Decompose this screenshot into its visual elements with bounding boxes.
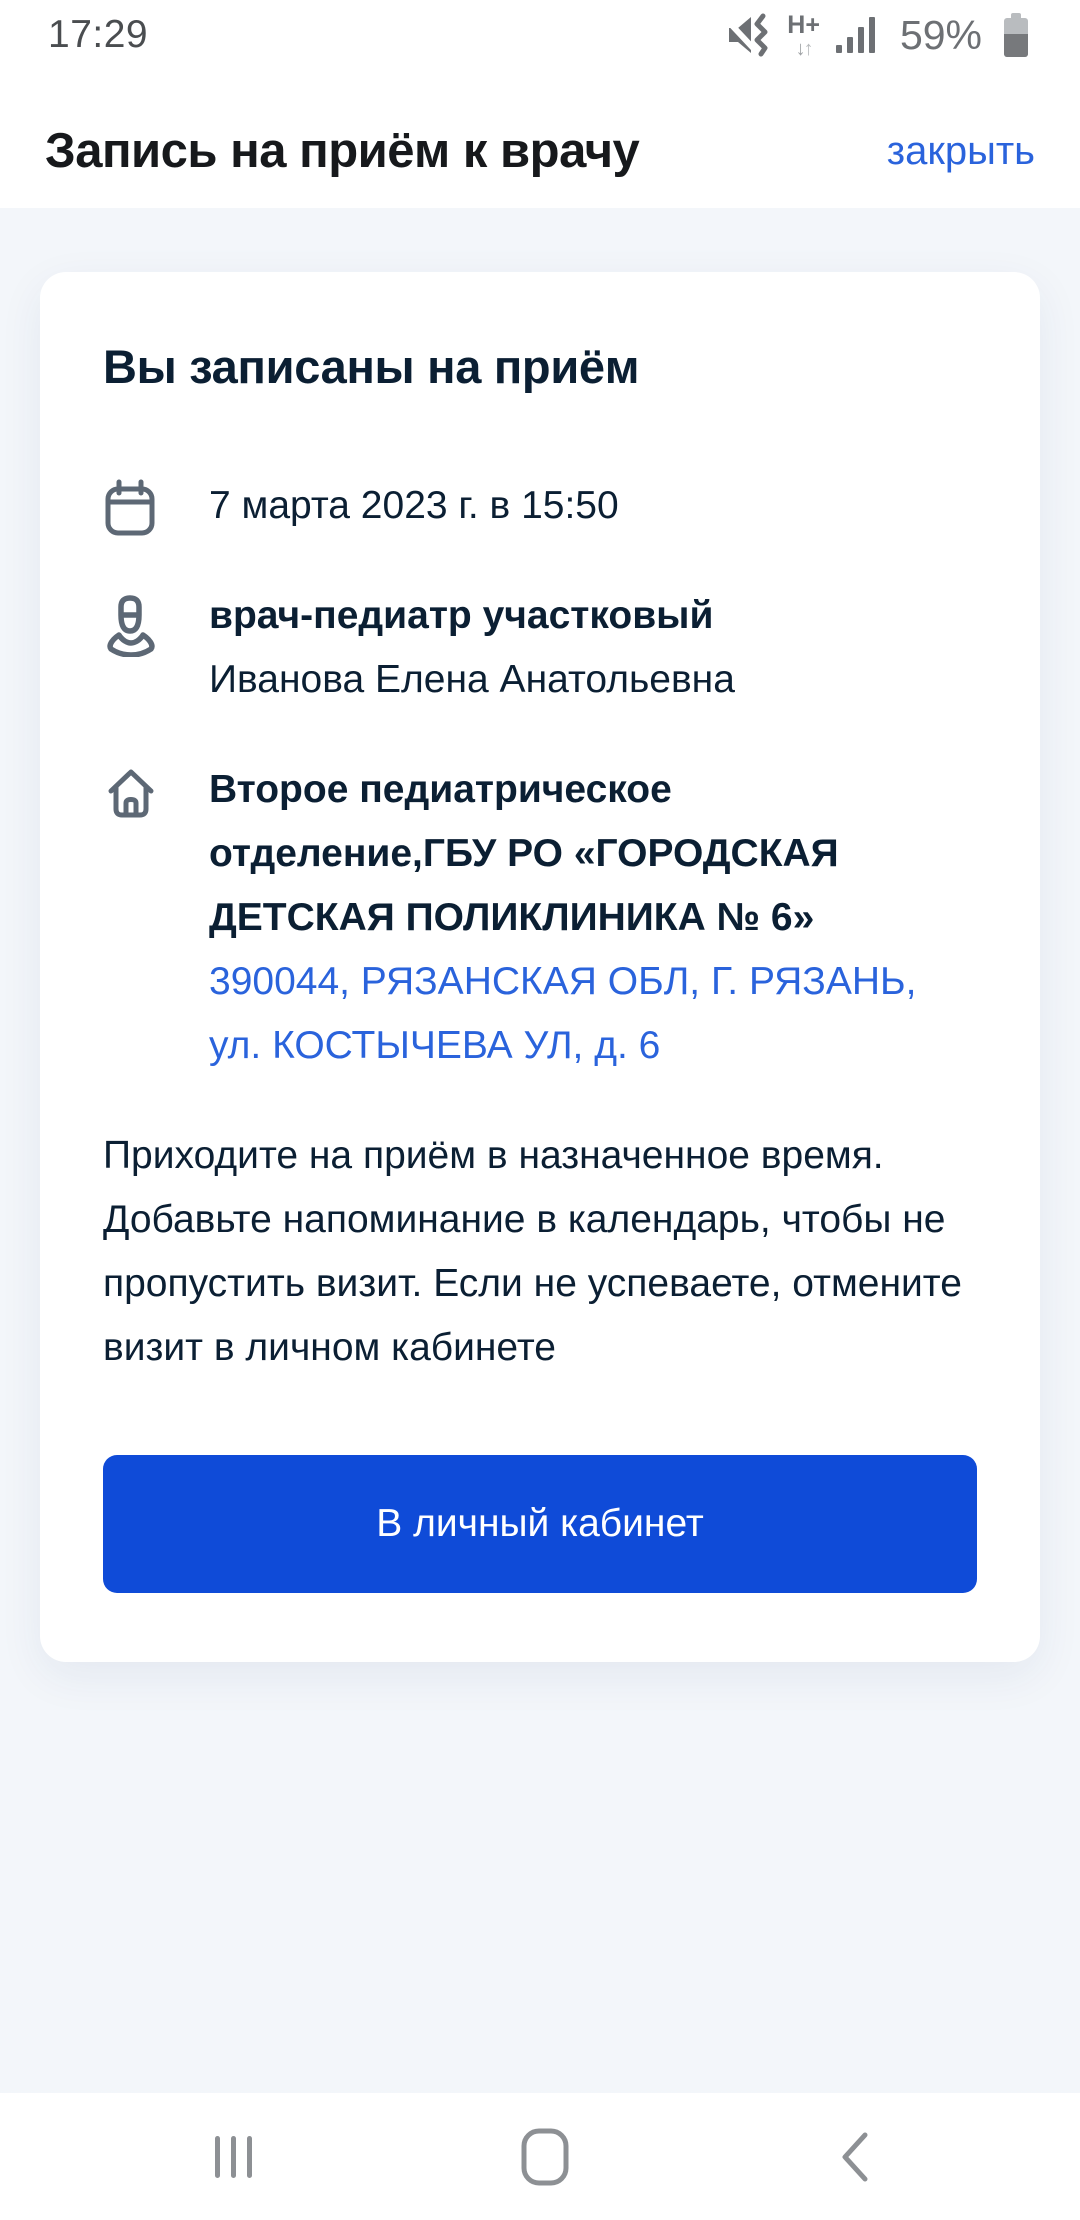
status-icons <box>721 10 1028 60</box>
battery-icon <box>1004 13 1028 57</box>
status-time: 17:29 <box>48 13 149 56</box>
android-nav-bar <box>0 2093 1080 2220</box>
network-type-icon: H+ ↓↑ <box>787 11 820 60</box>
top-bar <box>0 0 1080 208</box>
doctor-specialty: врач-педиатр участковый <box>209 594 714 637</box>
header <box>0 96 1080 206</box>
home-nav-icon <box>521 2128 569 2186</box>
home-icon <box>103 758 209 1078</box>
clinic-address-link[interactable]: 390044, РЯЗАНСКАЯ ОБЛ, Г. РЯЗАНЬ, ул. КОСТЫЧЕВА УЛ, д. 6 <box>209 960 917 1067</box>
doctor-icon <box>103 584 209 712</box>
back-button[interactable] <box>795 2093 915 2220</box>
doctor-info <box>209 584 735 712</box>
recent-apps-button[interactable] <box>173 2093 293 2220</box>
appointment-datetime: 7 марта 2023 г. в 15:50 <box>209 484 619 527</box>
clinic-row <box>103 758 977 1078</box>
clinic-name: Второе педиатрическое отделение,ГБУ РО «ГОРОДСКАЯ ДЕТСКАЯ ПОЛИКЛИНИКА № 6» <box>209 768 839 939</box>
status-bar <box>0 0 1080 70</box>
personal-account-button[interactable]: В личный кабинет <box>103 1455 977 1593</box>
appointment-card <box>40 272 1040 1662</box>
recent-apps-icon <box>215 2136 252 2178</box>
home-button[interactable] <box>485 2093 605 2220</box>
calendar-icon <box>103 474 209 538</box>
page-title: Запись на приём к врачу <box>45 124 640 178</box>
back-icon <box>839 2131 871 2183</box>
datetime-row <box>103 474 977 538</box>
doctor-row <box>103 584 977 712</box>
signal-strength-icon <box>834 13 880 57</box>
clinic-info <box>209 758 929 1078</box>
reminder-note: Приходите на приём в назначенное время. Добавьте напоминание в календарь, чтобы не пропустить визит. Если не успеваете, отмените визит в личном кабинете <box>103 1134 962 1369</box>
close-button[interactable]: закрыть <box>886 128 1035 173</box>
mute-vibrate-icon <box>721 10 773 60</box>
card-title: Вы записаны на приём <box>103 340 640 393</box>
doctor-name: Иванова Елена Анатольевна <box>209 658 735 701</box>
battery-percent: 59% <box>899 11 982 58</box>
